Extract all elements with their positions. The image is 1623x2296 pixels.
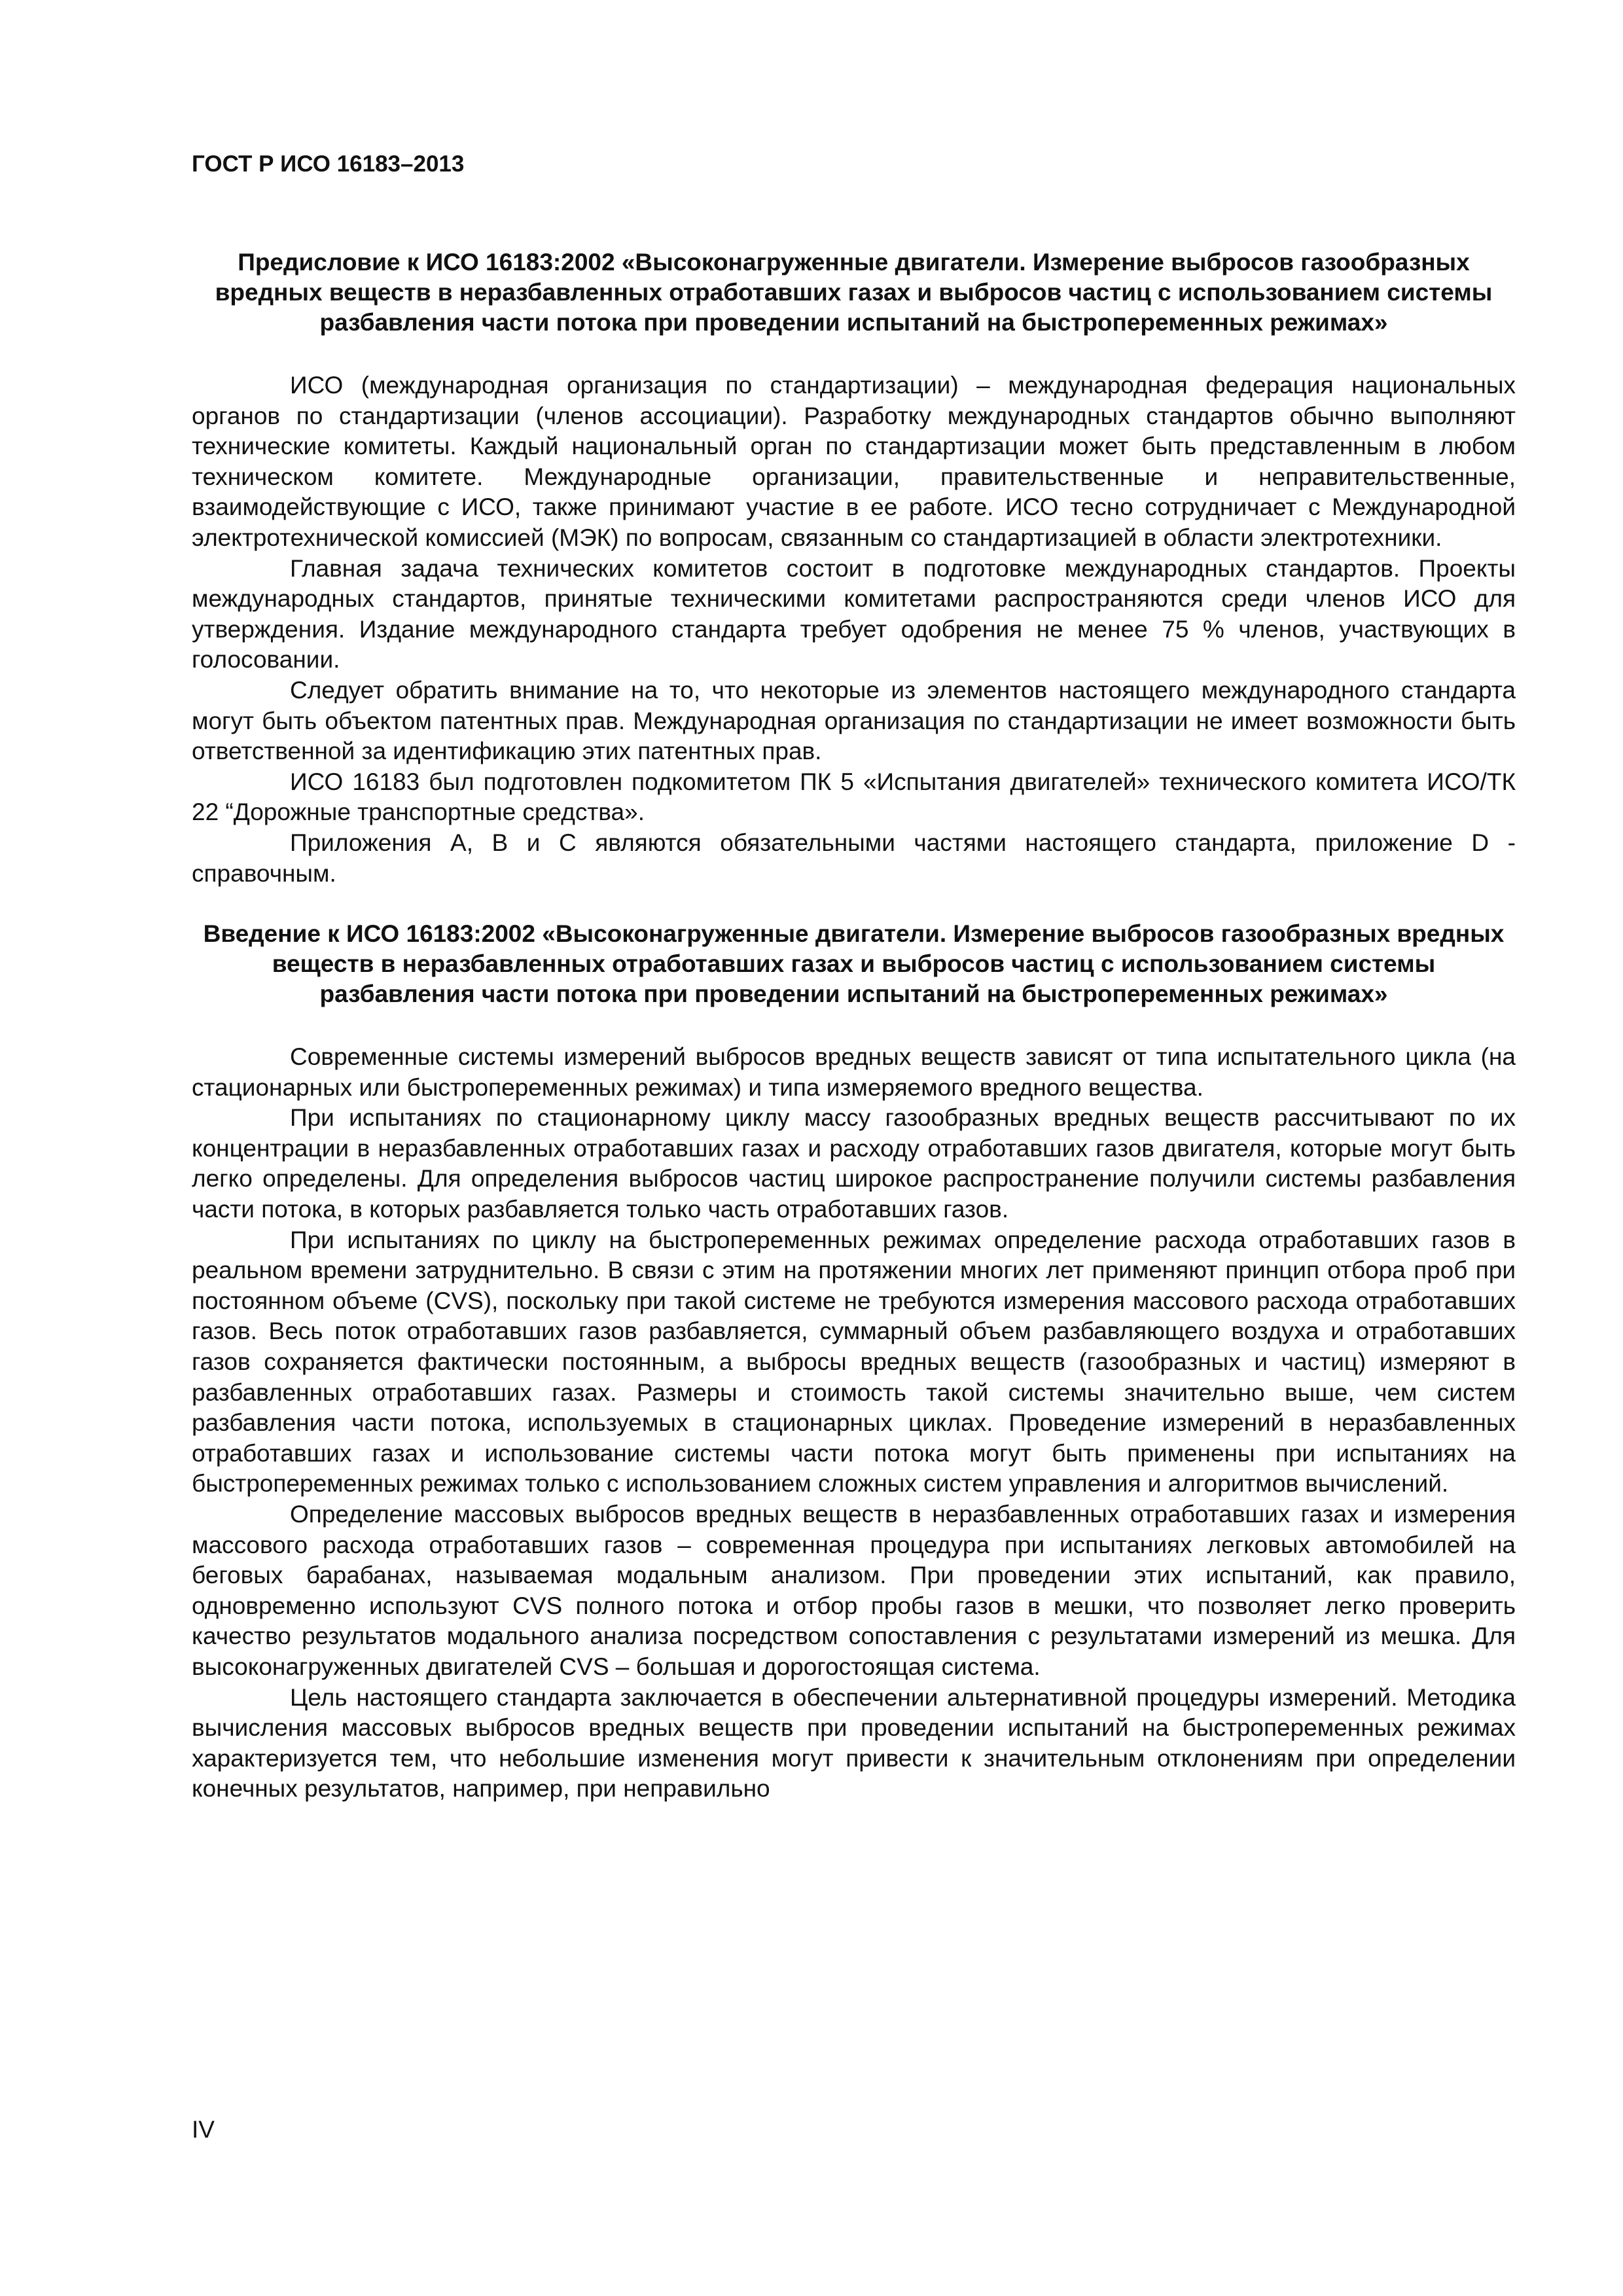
introduction-paragraph: При испытаниях по циклу на быстропеременных режимах определение расхода отработавших газов в реальном времени затруднительно. В связи с этим на протяжении многих лет применяют принцип отбора проб при постоянном объеме (CVS), поскольку при такой системе не требуются измерения массового расхода отработавших газов. Весь поток отработавших газов разбавляется, суммарный объем разбавляющего воздуха и отработавших газов сохраняется фактически постоянным, а выбросы вредных веществ (газообразных и частиц) измеряют в разбавленных отработавших газах. Размеры и стоимость такой системы значительно выше, чем систем разбавления части потока, используемых в стационарных циклах. Проведение измерений в неразбавленных отработавших газах и использование системы части потока могут быть применены при испытаниях на быстропеременных режимах только с использованием сложных систем управления и алгоритмов вычислений. xyxy=(192,1226,1516,1498)
document-header: ГОСТ Р ИСО 16183–2013 xyxy=(192,151,465,177)
introduction-paragraph: При испытаниях по стационарному циклу массу газообразных вредных веществ рассчитывают по их концентрации в неразбавленных отработавших газах и расходу отработавших газов двигателя, которые могут быть легко определены. Для определения выбросов частиц широкое распространение получили системы разбавления части потока, в которых разбавляется только часть отработавших газов. xyxy=(192,1104,1516,1223)
foreword-body xyxy=(192,370,1516,889)
document-page xyxy=(192,151,1516,1804)
foreword-paragraph: Следует обратить внимание на то, что некоторые из элементов настоящего международного стандарта могут быть объектом патентных прав. Международная организация по стандартизации не имеет возможности быть ответственной за идентификацию этих патентных прав. xyxy=(192,676,1516,765)
foreword-paragraph: Приложения А, В и С являются обязательными частями настоящего стандарта, приложение D - справочным. xyxy=(192,829,1516,887)
introduction-paragraph: Определение массовых выбросов вредных веществ в неразбавленных отработавших газах и измерения массового расхода отработавших газов – современная процедура при испытаниях легковых автомобилей на беговых барабанах, называемая модальным анализом. При проведении этих испытаний, как правило, одновременно используют CVS полного потока и отбор пробы газов в мешки, что позволяет легко проверить качество результатов модального анализа посредством сопоставления с результатами измерений из мешка. Для высоконагруженных двигателей CVS – большая и дорогостоящая система. xyxy=(192,1501,1516,1680)
foreword-paragraph: ИСО (международная организация по стандартизации) – международная федерация национальных органов по стандартизации (членов ассоциации). Разработку международных стандартов обычно выполняют технические комитеты. Каждый национальный орган по стандартизации может быть представленным в любом техническом комитете. Международные организации, правительственные и неправительственные, взаимодействующие с ИСО, также принимают участие в ее работе. ИСО тесно сотрудничает с Международной электротехнической комиссией (МЭК) по вопросам, связанным со стандартизацией в области электротехники. xyxy=(192,372,1516,551)
introduction-paragraph: Цель настоящего стандарта заключается в обеспечении альтернативной процедуры измерений. Методика вычисления массовых выбросов вредных веществ при проведении испытаний на быстропеременных режимах характеризуется тем, что небольшие изменения могут привести к значительным отклонениям при определении конечных результатов, например, при неправильно xyxy=(192,1683,1516,1803)
page-number: IV xyxy=(192,2116,215,2143)
introduction-paragraph: Современные системы измерений выбросов вредных веществ зависят от типа испытательного цикла (на стационарных или быстропеременных режимах) и типа измеряемого вредного вещества. xyxy=(192,1043,1516,1101)
foreword-paragraph: ИСО 16183 был подготовлен подкомитетом ПК 5 «Испытания двигателей» технического комитета ИСО/ТК 22 “Дорожные транспортные средства». xyxy=(192,768,1516,826)
introduction-heading: Введение к ИСО 16183:2002 «Высоконагруженные двигатели. Измерение выбросов газообразных вредных веществ в неразбавленных отработавших газах и выбросов частиц с использованием системы разбавления части потока при проведении испытаний на быстропеременных режимах» xyxy=(203,920,1505,1008)
foreword-paragraph: Главная задача технических комитетов состоит в подготовке международных стандартов. Проекты международных стандартов, принятые техническими комитетами распространяются среди членов ИСО для утверждения. Издание международного стандарта требует одобрения не менее 75 % членов, участвующих в голосовании. xyxy=(192,554,1516,673)
introduction-body xyxy=(192,1042,1516,1804)
foreword-heading: Предисловие к ИСО 16183:2002 «Высоконагруженные двигатели. Измерение выбросов газообразных вредных веществ в неразбавленных отработавших газах и выбросов частиц с использованием системы разбавления части потока при проведении испытаний на быстропеременных режимах» xyxy=(215,249,1493,336)
